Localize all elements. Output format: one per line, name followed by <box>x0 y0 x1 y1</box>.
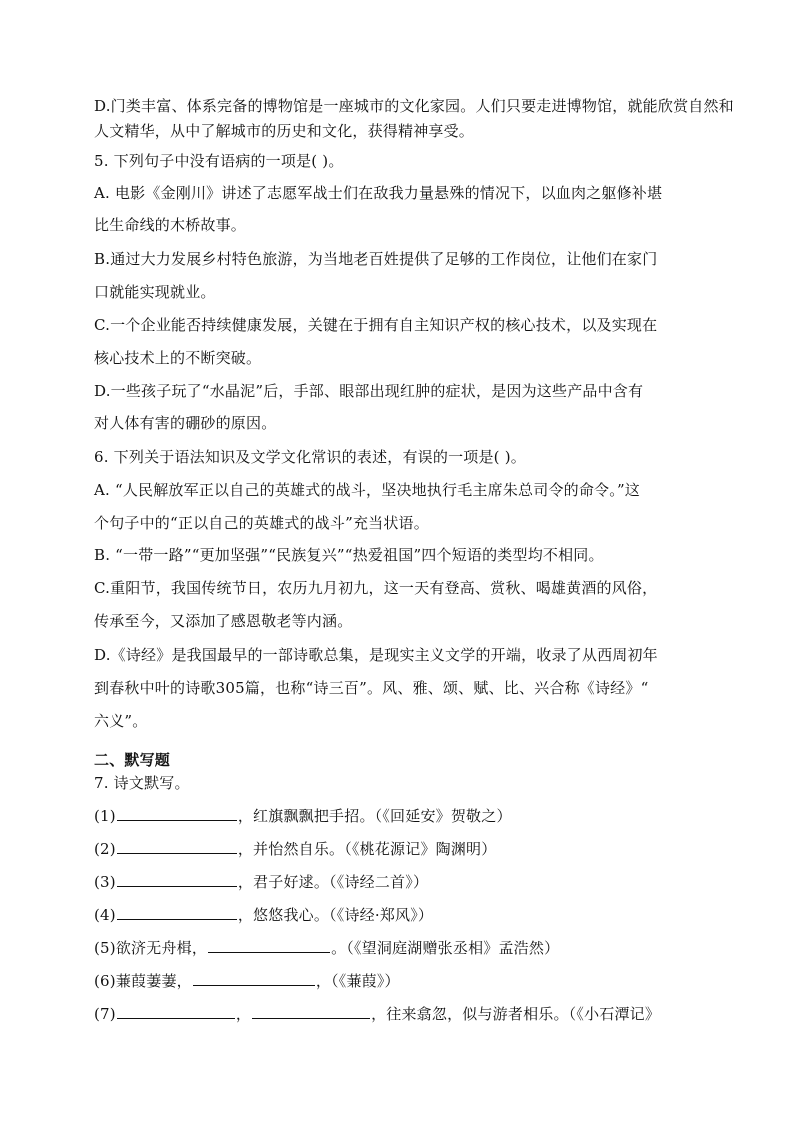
dictation-item-4 <box>94 905 433 925</box>
dictation-blank-7b[interactable] <box>252 1004 370 1019</box>
q5-option-c-line2: 核心技术上的不断突破。 <box>94 349 262 367</box>
dictation-item-5-prefix: (5)欲济无舟楫， <box>94 939 208 957</box>
dictation-item-5 <box>94 938 559 958</box>
q5-option-c-line1: C.一个企业能否持续健康发展，关键在于拥有自主知识产权的核心技术，以及实现在 <box>94 316 658 334</box>
q6-option-a-line2: 个句子中的“正以自己的英雄式的战斗”充当状语。 <box>94 514 429 532</box>
dictation-item-3-number: (3) <box>94 873 116 891</box>
dictation-blank-5[interactable] <box>208 938 330 953</box>
dictation-item-2-text: ，并怡然自乐。（《桃花源记》陶渊明） <box>237 840 497 858</box>
dictation-item-6-prefix: (6)蒹葭萋萋， <box>94 972 192 990</box>
dictation-blank-3[interactable] <box>117 872 237 887</box>
q6-option-b-line1: B. “一带一路”“更加坚强”“民族复兴”“热爱祖国”四个短语的类型均不相同。 <box>94 546 604 564</box>
dictation-item-7 <box>94 1004 660 1024</box>
dictation-item-4-text: ，悠悠我心。（《诗经·郑风》） <box>237 906 434 924</box>
dictation-item-4-number: (4) <box>94 906 116 924</box>
q6-option-d-line3: 六义”。 <box>94 712 148 730</box>
q5-option-a-line2: 比生命线的木桥故事。 <box>94 216 247 234</box>
dictation-item-2-number: (2) <box>94 840 116 858</box>
dictation-item-6-text: ，（《蒹葭》） <box>315 972 400 990</box>
q6-option-c-line1: C.重阳节，我国传统节日，农历九月初九，这一天有登高、赏秋、喝雄黄酒的风俗， <box>94 579 658 597</box>
dictation-blank-7a[interactable] <box>117 1004 235 1019</box>
dictation-blank-2[interactable] <box>117 839 237 854</box>
q5-stem: 5. 下列句子中没有语病的一项是( )。 <box>94 152 344 170</box>
dictation-item-5-text: 。（《望洞庭湖赠张丞相》孟浩然） <box>331 939 560 957</box>
dictation-item-6 <box>94 971 400 991</box>
dictation-blank-1[interactable] <box>117 806 237 821</box>
q5-option-d-line2: 对人体有害的硼砂的原因。 <box>94 414 277 432</box>
q6-stem: 6. 下列关于语法知识及文学文化常识的表述，有误的一项是( )。 <box>94 448 526 466</box>
q7-stem: 7. 诗文默写。 <box>94 774 190 792</box>
q4-option-d-line1: D.门类丰富、体系完备的博物馆是一座城市的文化家园。人们只要走进博物馆，就能欣赏自然和 <box>94 97 734 115</box>
q5-option-a-line1: A. 电影《金刚川》讲述了志愿军战士们在敌我力量悬殊的情况下，以血肉之躯修补堪 <box>94 184 663 202</box>
dictation-item-1-text: ，红旗飘飘把手招。（《回延安》贺敬之） <box>237 807 512 825</box>
q4-option-d-line2: 人文精华，从中了解城市的历史和文化，获得精神享受。 <box>94 122 475 140</box>
q5-option-b-line1: B.通过大力发展乡村特色旅游，为当地老百姓提供了足够的工作岗位，让他们在家门 <box>94 250 658 268</box>
dictation-item-7-separator: ， <box>235 1005 252 1023</box>
dictation-blank-6[interactable] <box>193 971 315 986</box>
dictation-item-7-number: (7) <box>94 1005 116 1023</box>
q5-option-d-line1: D.一些孩子玩了“水晶泥”后，手部、眼部出现红肿的症状，是因为这些产品中含有 <box>94 382 644 400</box>
section-title-dictation: 二、默写题 <box>94 751 171 769</box>
q6-option-a-line1: A. “人民解放军正以自己的英雄式的战斗，坚决地执行毛主席朱总司令的命令。”这 <box>94 481 641 499</box>
q6-option-d-line2: 到春秋中叶的诗歌305篇，也称“诗三百”。风、雅、颂、赋、比、兴合称《诗经》“ <box>94 679 649 697</box>
dictation-item-1-number: (1) <box>94 807 116 825</box>
dictation-item-7-text: ，往来翕忽，似与游者相乐。（《小石潭记》 <box>371 1005 661 1023</box>
dictation-item-2 <box>94 839 496 859</box>
dictation-blank-4[interactable] <box>117 905 237 920</box>
q5-option-b-line2: 口就能实现就业。 <box>94 283 216 301</box>
dictation-item-3-text: ，君子好逑。（《诗经二首》） <box>237 873 429 891</box>
dictation-item-3 <box>94 872 428 892</box>
q6-option-c-line2: 传承至今，又添加了感恩敬老等内涵。 <box>94 612 353 630</box>
dictation-item-1 <box>94 806 512 826</box>
q6-option-d-line1: D.《诗经》是我国最早的一部诗歌总集，是现实主义文学的开端，收录了从西周初年 <box>94 646 658 664</box>
